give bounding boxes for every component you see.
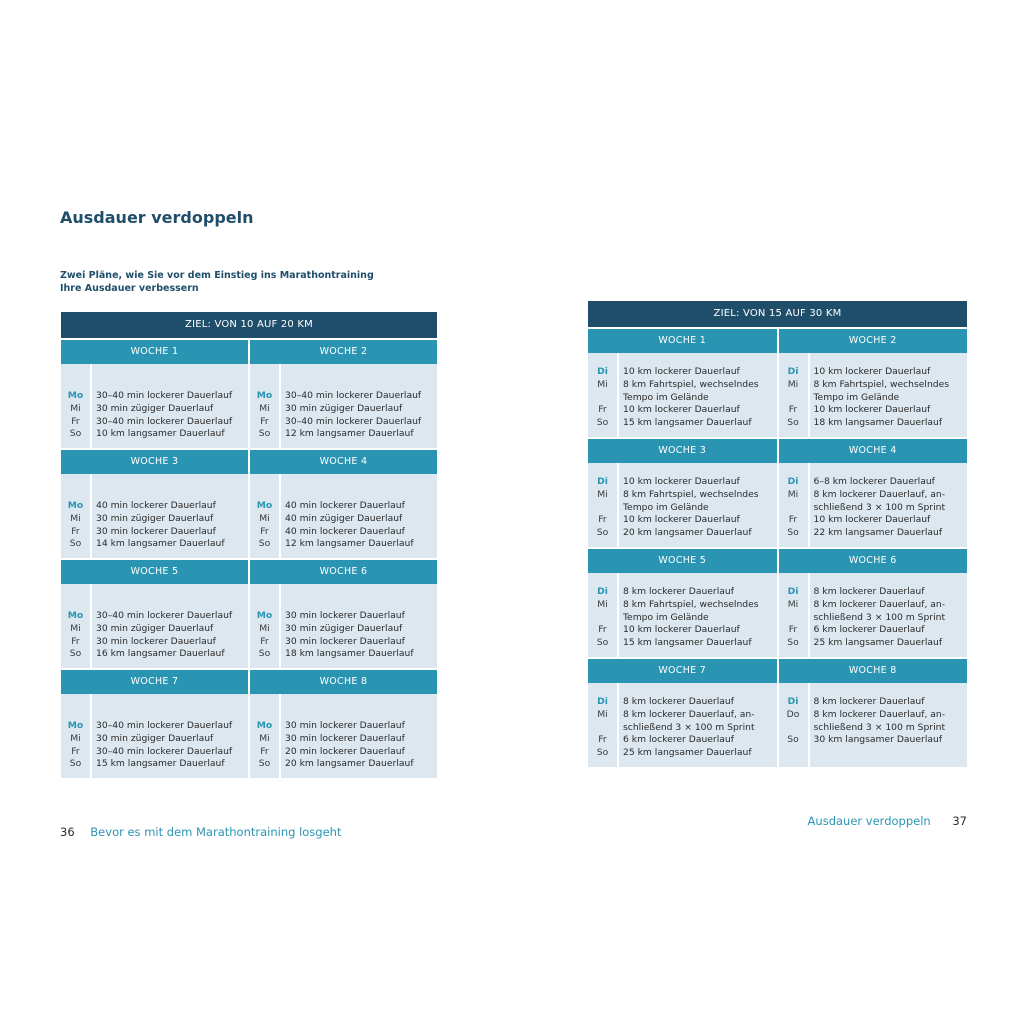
weekday-label: Fr <box>71 525 80 537</box>
workout-text: 18 km langsamer Dauerlauf <box>813 417 943 429</box>
week-schedule <box>250 474 437 558</box>
schedule-row <box>250 720 437 733</box>
workout-text: 30 min lockerer Dauerlauf <box>96 635 216 647</box>
workout-text: 40 min lockerer Dauerlauf <box>96 500 216 511</box>
weekday-label: Fr <box>260 745 269 757</box>
schedule-row <box>779 612 968 625</box>
schedule-row <box>779 476 968 489</box>
week-schedule <box>61 474 248 558</box>
workout-text: 40 min lockerer Dauerlauf <box>285 525 405 537</box>
week-cell <box>250 450 437 558</box>
workout-text: 8 km lockerer Dauerlauf <box>813 586 925 597</box>
schedule-row <box>61 758 248 771</box>
week-grid <box>588 327 967 767</box>
workout-text: 30 min zügiger Dauerlauf <box>285 622 403 634</box>
workout-text: 25 km langsamer Dauerlauf <box>623 747 752 759</box>
schedule-row <box>588 417 777 430</box>
workout-text: 8 km lockerer Dauerlauf <box>813 696 925 707</box>
workout-text: 30–40 min lockerer Dauerlauf <box>96 720 233 731</box>
workout-text: 20 min lockerer Dauerlauf <box>285 745 405 757</box>
weekday-label: Mi <box>259 512 270 524</box>
schedule-row <box>588 379 777 392</box>
weekday-label: Di <box>787 696 799 707</box>
week-grid <box>61 338 437 778</box>
workout-text: 10 km lockerer Dauerlauf <box>813 404 931 416</box>
schedule-row <box>779 722 968 735</box>
schedule-row <box>61 733 248 746</box>
workout-text: 30–40 min lockerer Dauerlauf <box>96 390 233 401</box>
workout-text: 15 km langsamer Dauerlauf <box>96 758 225 770</box>
schedule-row <box>779 404 968 417</box>
footer-left <box>60 825 341 839</box>
workout-text: 8 km lockerer Dauerlauf, an- <box>813 488 946 500</box>
weekday-label <box>779 722 808 735</box>
schedule-row <box>779 527 968 540</box>
week-cell <box>779 549 968 657</box>
schedule-row <box>61 623 248 636</box>
workout-text: schließend 3 × 100 m Sprint <box>813 501 946 513</box>
workout-text: 6–8 km lockerer Dauerlauf <box>813 476 935 487</box>
schedule-row <box>779 514 968 527</box>
weekday-label: Fr <box>260 525 269 537</box>
subtitle-line: Ihre Ausdauer verbessern <box>60 283 199 294</box>
weekday-label: Fr <box>598 404 607 416</box>
workout-text: Tempo im Gelände <box>623 611 709 623</box>
week-header: WOCHE 5 <box>61 560 248 584</box>
schedule-row <box>779 696 968 709</box>
weekday-label: So <box>787 527 799 539</box>
workout-text: 14 km langsamer Dauerlauf <box>96 538 225 550</box>
week-schedule <box>61 584 248 668</box>
week-header: WOCHE 3 <box>588 439 777 463</box>
week-header: WOCHE 2 <box>779 329 968 353</box>
schedule-row <box>588 502 777 515</box>
week-header: WOCHE 3 <box>61 450 248 474</box>
week-schedule <box>61 364 248 448</box>
weekday-label <box>779 392 808 405</box>
week-cell <box>61 450 248 558</box>
weekday-label: So <box>69 428 82 440</box>
week-cell <box>588 549 777 657</box>
schedule-row <box>779 502 968 515</box>
weekday-label: Fr <box>788 514 798 526</box>
week-schedule <box>779 683 968 767</box>
running-title: Bevor es mit dem Marathontraining losgeht <box>90 825 342 839</box>
weekday-label <box>588 722 617 735</box>
schedule-row <box>61 648 248 661</box>
workout-text: 8 km Fahrtspiel, wechselndes <box>623 598 759 610</box>
schedule-row <box>250 733 437 746</box>
week-cell <box>61 340 248 448</box>
week-schedule <box>250 364 437 448</box>
schedule-row <box>588 637 777 650</box>
footer-right <box>808 814 967 828</box>
workout-text: 6 km lockerer Dauerlauf <box>813 624 925 636</box>
workout-text: 8 km lockerer Dauerlauf, an- <box>813 708 946 720</box>
weekday-label: So <box>258 428 271 440</box>
week-header: WOCHE 4 <box>250 450 437 474</box>
schedule-row <box>779 734 968 747</box>
week-header: WOCHE 2 <box>250 340 437 364</box>
schedule-row <box>250 416 437 429</box>
workout-text: 30–40 min lockerer Dauerlauf <box>96 415 233 427</box>
workout-text: 30 min lockerer Dauerlauf <box>285 635 405 647</box>
weekday-label: Mi <box>787 378 799 390</box>
weekday-label: Fr <box>260 415 269 427</box>
workout-text: 30 min lockerer Dauerlauf <box>285 610 405 621</box>
schedule-row <box>250 648 437 661</box>
weekday-label: Mi <box>597 488 608 500</box>
weekday-label: So <box>787 734 799 746</box>
week-cell <box>61 670 248 778</box>
schedule-row <box>588 734 777 747</box>
week-header: WOCHE 8 <box>250 670 437 694</box>
workout-text: 10 km lockerer Dauerlauf <box>813 514 931 526</box>
workout-text: Tempo im Gelände <box>623 391 709 403</box>
schedule-row <box>588 489 777 502</box>
weekday-label: So <box>258 648 271 660</box>
workout-text: schließend 3 × 100 m Sprint <box>813 611 946 623</box>
week-schedule <box>779 353 968 437</box>
workout-text: 10 km lockerer Dauerlauf <box>813 366 931 377</box>
workout-text: 12 km langsamer Dauerlauf <box>285 538 414 550</box>
weekday-label <box>588 392 617 405</box>
week-cell <box>250 670 437 778</box>
workout-text: Tempo im Gelände <box>813 391 900 403</box>
workout-text: 30 min zügiger Dauerlauf <box>285 402 403 414</box>
schedule-row <box>779 379 968 392</box>
workout-text: 30 min zügiger Dauerlauf <box>96 732 214 744</box>
schedule-row <box>250 526 437 539</box>
workout-text: 15 km langsamer Dauerlauf <box>623 637 752 649</box>
schedule-row <box>61 513 248 526</box>
weekday-label: Do <box>786 708 800 720</box>
workout-text: 22 km langsamer Dauerlauf <box>813 527 943 539</box>
schedule-row <box>588 696 777 709</box>
weekday-label: So <box>596 417 609 429</box>
schedule-row <box>779 489 968 502</box>
workout-text: 8 km Fahrtspiel, wechselndes <box>813 378 950 390</box>
schedule-row <box>779 586 968 599</box>
weekday-label: Mi <box>259 622 270 634</box>
schedule-row <box>588 599 777 612</box>
weekday-label: Mi <box>787 598 799 610</box>
subtitle-line: Zwei Pläne, wie Sie vor dem Einstieg ins Marathontraining <box>60 270 374 281</box>
schedule-row <box>250 758 437 771</box>
schedule-row <box>61 636 248 649</box>
weekday-label: Fr <box>260 635 269 647</box>
subtitle <box>60 269 380 295</box>
weekday-label: Mi <box>597 708 608 720</box>
weekday-label: So <box>258 758 271 770</box>
week-cell <box>779 329 968 437</box>
weekday-label: Mi <box>259 402 270 414</box>
week-schedule <box>588 573 777 657</box>
weekday-label: Fr <box>788 624 798 636</box>
workout-text: 30 min lockerer Dauerlauf <box>96 525 216 537</box>
weekday-label <box>588 612 617 625</box>
week-cell <box>250 340 437 448</box>
workout-text: 20 km langsamer Dauerlauf <box>285 758 414 770</box>
week-schedule <box>61 694 248 778</box>
week-cell <box>61 560 248 668</box>
workout-text: 16 km langsamer Dauerlauf <box>96 648 225 660</box>
workout-text: 25 km langsamer Dauerlauf <box>813 637 943 649</box>
week-cell <box>588 329 777 437</box>
workout-text: 8 km lockerer Dauerlauf <box>623 586 734 597</box>
weekday-label: Mi <box>70 402 81 414</box>
workout-text: 8 km Fahrtspiel, wechselndes <box>623 488 759 500</box>
weekday-label: Mo <box>256 390 273 401</box>
week-cell <box>779 659 968 767</box>
schedule-row <box>61 720 248 733</box>
weekday-label: So <box>787 417 799 429</box>
schedule-row <box>588 404 777 417</box>
weekday-label: Mo <box>256 720 273 731</box>
schedule-row <box>61 538 248 551</box>
weekday-label: So <box>596 527 609 539</box>
workout-text: 10 km langsamer Dauerlauf <box>96 428 225 440</box>
schedule-row <box>61 746 248 759</box>
weekday-label: Di <box>787 586 799 597</box>
schedule-row <box>61 416 248 429</box>
workout-text: 30 min lockerer Dauerlauf <box>285 720 405 731</box>
weekday-label: Fr <box>71 635 80 647</box>
schedule-row <box>250 390 437 403</box>
schedule-row <box>250 623 437 636</box>
schedule-row <box>779 637 968 650</box>
weekday-label: Mi <box>597 378 608 390</box>
week-schedule <box>588 683 777 767</box>
schedule-row <box>61 526 248 539</box>
week-header: WOCHE 6 <box>250 560 437 584</box>
workout-text: schließend 3 × 100 m Sprint <box>813 721 946 733</box>
schedule-row <box>61 500 248 513</box>
schedule-row <box>250 428 437 441</box>
training-plan-10-to-20 <box>61 312 437 778</box>
schedule-row <box>779 599 968 612</box>
week-header: WOCHE 5 <box>588 549 777 573</box>
weekday-label: So <box>69 538 82 550</box>
weekday-label: Mo <box>67 720 84 731</box>
weekday-label <box>779 612 808 625</box>
workout-text: 30 min zügiger Dauerlauf <box>96 402 214 414</box>
workout-text: schließend 3 × 100 m Sprint <box>623 721 755 733</box>
week-schedule <box>779 463 968 547</box>
schedule-row <box>588 366 777 379</box>
weekday-label: So <box>69 758 82 770</box>
schedule-row <box>250 746 437 759</box>
workout-text: 30–40 min lockerer Dauerlauf <box>96 745 233 757</box>
week-schedule <box>779 573 968 657</box>
workout-text: 8 km lockerer Dauerlauf <box>623 696 734 707</box>
weekday-label: So <box>596 637 609 649</box>
workout-text: 8 km lockerer Dauerlauf, an- <box>813 598 946 610</box>
week-header: WOCHE 1 <box>588 329 777 353</box>
week-header: WOCHE 7 <box>588 659 777 683</box>
workout-text: 10 km lockerer Dauerlauf <box>623 366 740 377</box>
weekday-label: Mo <box>256 500 273 511</box>
week-cell <box>588 659 777 767</box>
schedule-row <box>250 513 437 526</box>
weekday-label: Mi <box>70 622 81 634</box>
schedule-row <box>61 403 248 416</box>
weekday-label: So <box>596 747 609 759</box>
schedule-row <box>61 428 248 441</box>
week-schedule <box>588 353 777 437</box>
workout-text: Tempo im Gelände <box>623 501 709 513</box>
page-title: Ausdauer verdoppeln <box>60 208 254 227</box>
schedule-row <box>61 610 248 623</box>
week-schedule <box>250 584 437 668</box>
schedule-row <box>588 722 777 735</box>
workout-text: 30 km langsamer Dauerlauf <box>813 734 943 746</box>
workout-text: 6 km lockerer Dauerlauf <box>623 734 734 746</box>
weekday-label: Mi <box>787 488 799 500</box>
weekday-label: Mo <box>67 610 84 621</box>
schedule-row <box>779 624 968 637</box>
weekday-label: So <box>69 648 82 660</box>
schedule-row <box>250 500 437 513</box>
schedule-row <box>588 624 777 637</box>
week-cell <box>588 439 777 547</box>
weekday-label: So <box>787 637 799 649</box>
schedule-row <box>588 612 777 625</box>
weekday-label: Di <box>597 366 608 377</box>
schedule-row <box>588 527 777 540</box>
workout-text: 40 min lockerer Dauerlauf <box>285 500 405 511</box>
schedule-row <box>250 403 437 416</box>
weekday-label: Di <box>597 476 608 487</box>
schedule-row <box>250 636 437 649</box>
weekday-label: Mo <box>67 500 84 511</box>
weekday-label: So <box>258 538 271 550</box>
schedule-row <box>588 586 777 599</box>
schedule-row <box>588 514 777 527</box>
weekday-label: Fr <box>71 745 80 757</box>
workout-text: 10 km lockerer Dauerlauf <box>623 514 740 526</box>
week-cell <box>250 560 437 668</box>
weekday-label: Mi <box>70 732 81 744</box>
week-header: WOCHE 7 <box>61 670 248 694</box>
weekday-label: Fr <box>598 624 607 636</box>
workout-text: 20 km langsamer Dauerlauf <box>623 527 752 539</box>
weekday-label: Mi <box>597 598 608 610</box>
plan-header: ZIEL: VON 15 AUF 30 KM <box>588 301 967 327</box>
workout-text: 30 min lockerer Dauerlauf <box>285 732 405 744</box>
workout-text: 18 km langsamer Dauerlauf <box>285 648 414 660</box>
weekday-label <box>588 502 617 515</box>
schedule-row <box>588 476 777 489</box>
training-plan-15-to-30 <box>588 301 967 767</box>
workout-text: 10 km lockerer Dauerlauf <box>623 624 740 636</box>
schedule-row <box>588 709 777 722</box>
weekday-label: Di <box>597 696 608 707</box>
week-header: WOCHE 8 <box>779 659 968 683</box>
week-header: WOCHE 6 <box>779 549 968 573</box>
week-header: WOCHE 4 <box>779 439 968 463</box>
week-schedule <box>588 463 777 547</box>
workout-text: 40 min zügiger Dauerlauf <box>285 512 403 524</box>
schedule-row <box>779 366 968 379</box>
schedule-row <box>779 709 968 722</box>
weekday-label: Mo <box>256 610 273 621</box>
workout-text: 12 km langsamer Dauerlauf <box>285 428 414 440</box>
weekday-label: Fr <box>71 415 80 427</box>
workout-text: 10 km lockerer Dauerlauf <box>623 404 740 416</box>
week-header: WOCHE 1 <box>61 340 248 364</box>
week-cell <box>779 439 968 547</box>
weekday-label: Fr <box>598 514 607 526</box>
running-title: Ausdauer verdoppeln <box>807 814 931 828</box>
workout-text: 30–40 min lockerer Dauerlauf <box>285 415 422 427</box>
week-schedule <box>250 694 437 778</box>
page-number: 37 <box>952 814 967 828</box>
weekday-label: Di <box>597 586 608 597</box>
workout-text: 8 km Fahrtspiel, wechselndes <box>623 378 759 390</box>
workout-text: 30 min zügiger Dauerlauf <box>96 512 214 524</box>
weekday-label <box>779 502 808 515</box>
schedule-row <box>588 747 777 760</box>
schedule-row <box>779 392 968 405</box>
weekday-label: Fr <box>788 404 798 416</box>
schedule-row <box>588 392 777 405</box>
workout-text: 15 km langsamer Dauerlauf <box>623 417 752 429</box>
schedule-row <box>250 538 437 551</box>
workout-text: 10 km lockerer Dauerlauf <box>623 476 740 487</box>
weekday-label: Mo <box>67 390 84 401</box>
schedule-row <box>250 610 437 623</box>
schedule-row <box>61 390 248 403</box>
workout-text: 30–40 min lockerer Dauerlauf <box>96 610 233 621</box>
schedule-row <box>779 417 968 430</box>
workout-text: 8 km lockerer Dauerlauf, an- <box>623 708 755 720</box>
plan-header: ZIEL: VON 10 AUF 20 KM <box>61 312 437 338</box>
workout-text: 30 min zügiger Dauerlauf <box>96 622 214 634</box>
page-number: 36 <box>60 825 75 839</box>
weekday-label: Di <box>787 366 799 377</box>
weekday-label: Mi <box>70 512 81 524</box>
weekday-label: Fr <box>598 734 607 746</box>
workout-text: 30–40 min lockerer Dauerlauf <box>285 390 422 401</box>
weekday-label: Mi <box>259 732 270 744</box>
weekday-label: Di <box>787 476 799 487</box>
